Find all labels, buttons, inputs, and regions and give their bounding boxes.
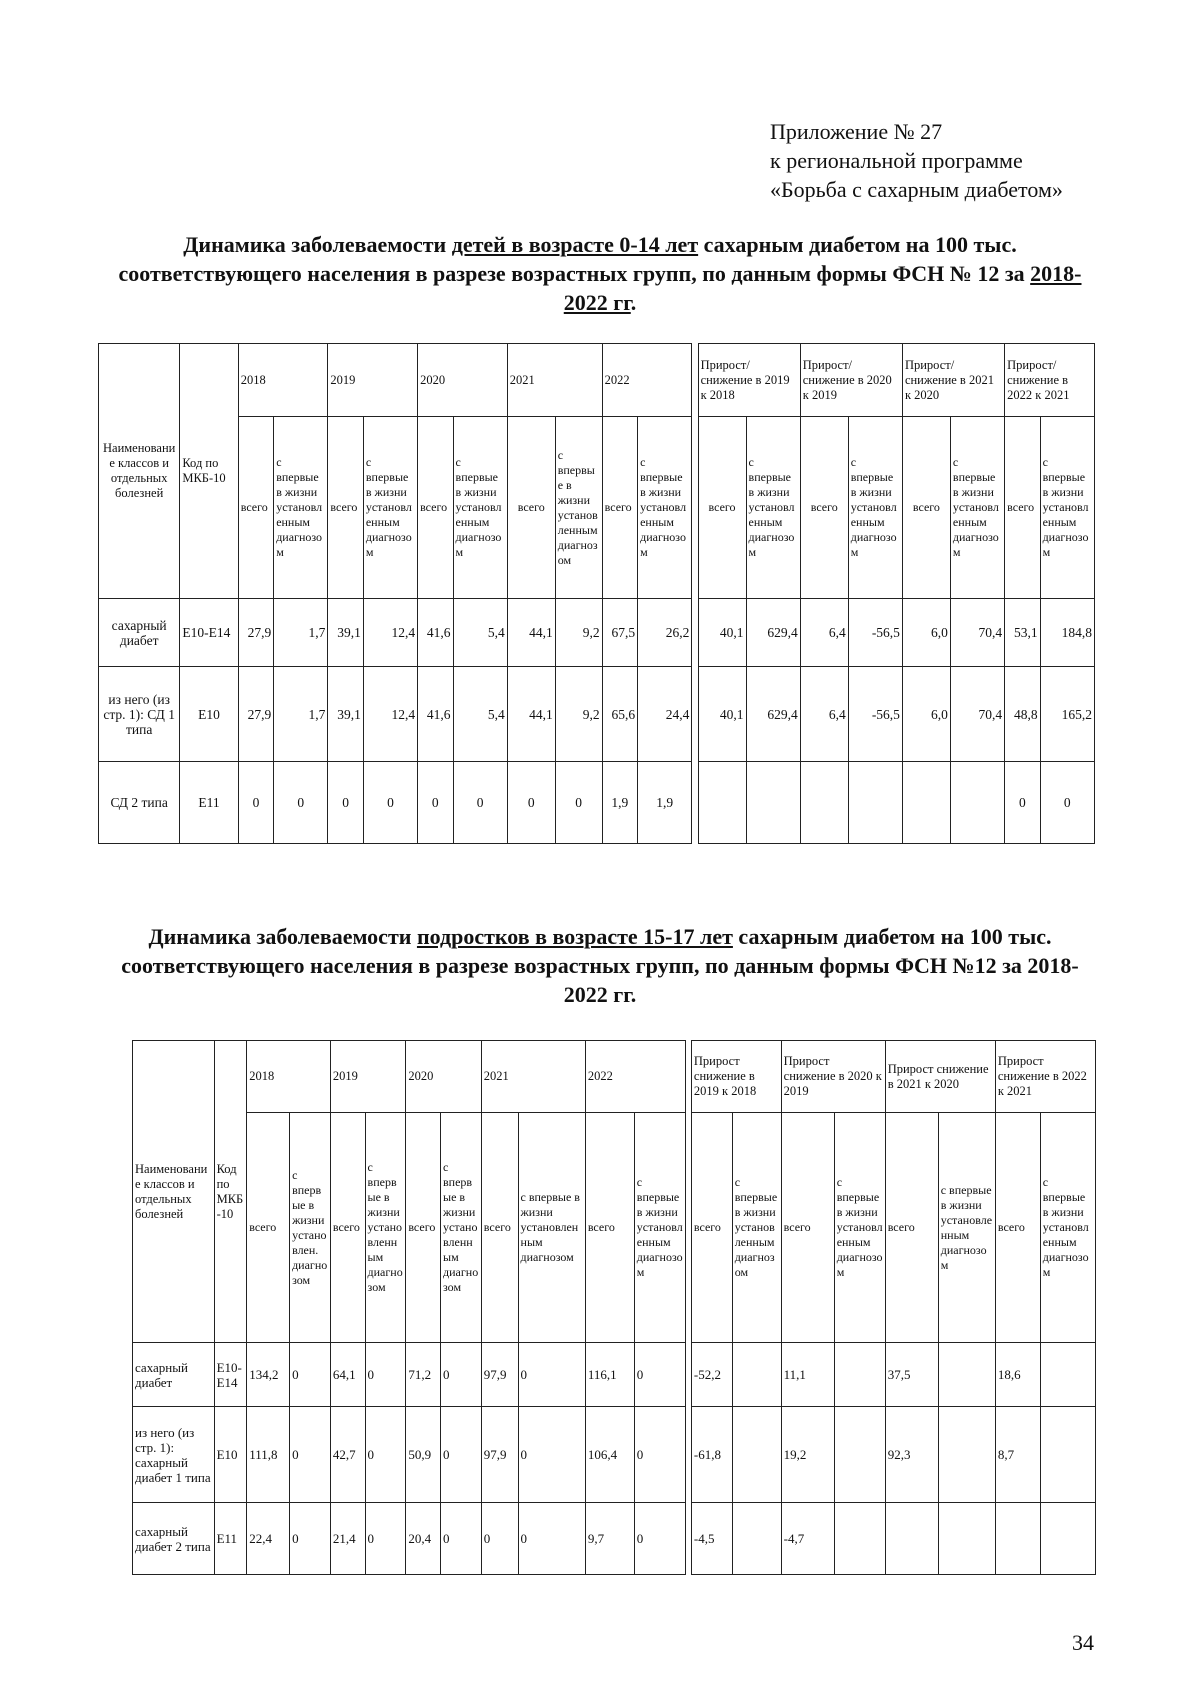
table2-cell: 64,1 <box>330 1343 365 1407</box>
table2-cell: 71,2 <box>406 1343 441 1407</box>
table2-row-type2 <box>133 1503 1096 1575</box>
table2-cell: 0 <box>290 1407 331 1503</box>
table2-sub-new: с впервые в жизни установленным диагнозом <box>441 1113 482 1343</box>
annex-line-3: «Борьба с сахарным диабетом» <box>770 177 1063 202</box>
table2-cell: 0 <box>441 1407 482 1503</box>
table1-cell <box>800 762 848 844</box>
table2-cell: 97,9 <box>481 1407 518 1503</box>
table2-cell: 134,2 <box>247 1343 290 1407</box>
table2-sub-new: с впервые в жизни установленным диагнозом <box>938 1113 995 1343</box>
table2-sub-total: всего <box>995 1113 1040 1343</box>
table2-cell: 0 <box>365 1343 406 1407</box>
table1-cell: 165,2 <box>1040 667 1094 762</box>
table2-sub-new: с впервые в жизни установленным диагнозом <box>834 1113 885 1343</box>
table2-cell <box>995 1503 1040 1575</box>
table1-cell <box>698 762 746 844</box>
table1-cell: 184,8 <box>1040 599 1094 667</box>
table1-sub-total: всего <box>902 417 950 599</box>
table2-cell-name: из него (из стр. 1): сахарный диабет 1 типа <box>133 1407 215 1503</box>
table1-header-code: Код по МКБ-10 <box>180 344 238 599</box>
table1-growth-2021: Прирост/снижение в 2021 к 2020 <box>902 344 1004 417</box>
table2-cell: 8,7 <box>995 1407 1040 1503</box>
table2-sub-total: всего <box>481 1113 518 1343</box>
table2-title <box>110 922 1090 1009</box>
table1-sub-total: всего <box>1005 417 1040 599</box>
table1-sub-total: всего <box>418 417 453 599</box>
table1-cell: 9,2 <box>555 667 602 762</box>
table2-row-type1 <box>133 1407 1096 1503</box>
table1-cell: 6,4 <box>800 599 848 667</box>
table1-cell: 70,4 <box>950 599 1004 667</box>
table1-cell: 0 <box>418 762 453 844</box>
table2-cell <box>732 1407 781 1503</box>
table1-sub-total: всего <box>800 417 848 599</box>
table2-cell <box>938 1407 995 1503</box>
table2-cell: 111,8 <box>247 1407 290 1503</box>
table1-sub-new: с впервые в жизни установленным диагнозом <box>453 417 507 599</box>
table2-sub-new: с впервые в жизни установлен. диагнозом <box>290 1113 331 1343</box>
table1-cell: 53,1 <box>1005 599 1040 667</box>
table2-cell <box>885 1503 938 1575</box>
table2-cell: 37,5 <box>885 1343 938 1407</box>
table2-sub-new: с впервые в жизни установленным диагнозом <box>732 1113 781 1343</box>
table1-row-type1 <box>99 667 1095 762</box>
table1-cell: 24,4 <box>638 667 692 762</box>
table1-cell-name: СД 2 типа <box>99 762 180 844</box>
table1-cell: 48,8 <box>1005 667 1040 762</box>
table1-title-end: . <box>630 290 637 315</box>
table1-cell: 0 <box>1040 762 1094 844</box>
table2-cell: 0 <box>441 1503 482 1575</box>
table1-cell: 12,4 <box>363 667 417 762</box>
table2-sub-total: всего <box>330 1113 365 1343</box>
table1-cell: 1,9 <box>602 762 637 844</box>
table2-cell: -4,7 <box>781 1503 834 1575</box>
table1-sub-total: всего <box>602 417 637 599</box>
table1-sub-new: с впервые в жизни установленным диагнозом <box>950 417 1004 599</box>
table1-header-name: Наименование классов и отдельных болезней <box>99 344 180 599</box>
table1-sub-new: с впервые в жизни установленным диагнозом <box>848 417 902 599</box>
table1-title-part: сахарным диабетом на 100 тыс. соответствующего населения в разрезе возрастных групп, по данным формы ФСН № 12 за <box>118 232 1031 286</box>
table2-cell: 11,1 <box>781 1343 834 1407</box>
table1-year-2018: 2018 <box>238 344 328 417</box>
page-number: 34 <box>1072 1630 1094 1655</box>
table1-cell: -56,5 <box>848 667 902 762</box>
table1-cell-name: из него (из стр. 1): СД 1 типа <box>99 667 180 762</box>
table2-sub-total: всего <box>406 1113 441 1343</box>
table2-cell: 50,9 <box>406 1407 441 1503</box>
table2-growth-2019: Прирост снижение в 2019 к 2018 <box>691 1041 781 1113</box>
table1-growth-2020: Прирост/снижение в 2020 к 2019 <box>800 344 902 417</box>
table2-cell <box>1040 1407 1095 1503</box>
annex-header <box>770 117 1150 204</box>
table1-year-2022: 2022 <box>602 344 692 417</box>
annex-line-1: Приложение № 27 <box>770 119 943 144</box>
table2-cell: 0 <box>518 1343 585 1407</box>
table2-cell: 0 <box>365 1407 406 1503</box>
table1-cell: 6,4 <box>800 667 848 762</box>
table2-sub-new: с впервые в жизни установленным диагнозом <box>634 1113 685 1343</box>
table1-cell: 1,9 <box>638 762 692 844</box>
table1-cell <box>950 762 1004 844</box>
table1-cell: 629,4 <box>746 667 800 762</box>
table2-cell: -61,8 <box>691 1407 732 1503</box>
table2-cell: 22,4 <box>247 1503 290 1575</box>
table1-sub-total: всего <box>507 417 555 599</box>
table2-cell: 21,4 <box>330 1503 365 1575</box>
table2-sub-new: с впервые в жизни установленным диагнозом <box>365 1113 406 1343</box>
table2-growth-2022: Прирост снижение в 2022 к 2021 <box>995 1041 1095 1113</box>
table1-cell: -56,5 <box>848 599 902 667</box>
table1-cell <box>848 762 902 844</box>
table1-cell <box>746 762 800 844</box>
table2-cell: 92,3 <box>885 1407 938 1503</box>
table1-cell: 44,1 <box>507 599 555 667</box>
table2-cell: 106,4 <box>585 1407 634 1503</box>
table1-cell: 1,7 <box>274 599 328 667</box>
table1-sub-new: с впервые в жизни установленным диагнозом <box>1040 417 1094 599</box>
table1-title-underlined: детей в возрасте 0-14 лет <box>451 232 699 257</box>
table2-cell <box>732 1343 781 1407</box>
table1-cell: 70,4 <box>950 667 1004 762</box>
table2-cell <box>834 1407 885 1503</box>
table1-cell: 12,4 <box>363 599 417 667</box>
table2-year-2018: 2018 <box>247 1041 331 1113</box>
table1-sub-new: с впервые в жизни установленным диагнозом <box>555 417 602 599</box>
table2-cell <box>834 1503 885 1575</box>
table1-growth-2019: Прирост/снижение в 2019 к 2018 <box>698 344 800 417</box>
table2-cell: 0 <box>365 1503 406 1575</box>
table1-cell: 0 <box>507 762 555 844</box>
table1-sub-new: с впервые в жизни установленным диагнозом <box>274 417 328 599</box>
table2-cell <box>732 1503 781 1575</box>
table2-year-2020: 2020 <box>406 1041 481 1113</box>
table2-cell: 18,6 <box>995 1343 1040 1407</box>
table2-cell: 0 <box>290 1343 331 1407</box>
table1-cell: 0 <box>453 762 507 844</box>
table1-growth-2022: Прирост/снижение в 2022 к 2021 <box>1005 344 1095 417</box>
table1-cell-code: E10 <box>180 667 238 762</box>
table2-cell: 97,9 <box>481 1343 518 1407</box>
table2-cell: 0 <box>518 1503 585 1575</box>
table2-title-part: сахарным диабетом на 100 тыс. соответствующего населения в разрезе возрастных групп, по данным формы ФСН №12 за 2018-2022 гг. <box>121 924 1079 1007</box>
table1-sub-total: всего <box>698 417 746 599</box>
table2-cell: 116,1 <box>585 1343 634 1407</box>
table2-cell: 0 <box>634 1503 685 1575</box>
table2-sub-total: всего <box>247 1113 290 1343</box>
table1-cell-code: E10-E14 <box>180 599 238 667</box>
table2-sub-new: с впервые в жизни установленным диагнозом <box>1040 1113 1095 1343</box>
table2-cell: -52,2 <box>691 1343 732 1407</box>
table1-cell: 39,1 <box>328 667 363 762</box>
table2-cell: 0 <box>634 1343 685 1407</box>
table1-sub-total: всего <box>328 417 363 599</box>
table2-header-code: Код по МКБ-10 <box>214 1041 247 1343</box>
table1-cell: 67,5 <box>602 599 637 667</box>
table2-sub-total: всего <box>691 1113 732 1343</box>
table1-cell: 39,1 <box>328 599 363 667</box>
table2-year-2022: 2022 <box>585 1041 685 1113</box>
table2-cell: 0 <box>481 1503 518 1575</box>
table1-cell: 40,1 <box>698 599 746 667</box>
table1-cell: 0 <box>555 762 602 844</box>
table2-cell: 0 <box>518 1407 585 1503</box>
table2-year-2021: 2021 <box>481 1041 585 1113</box>
table1-cell: 0 <box>328 762 363 844</box>
table1-year-2020: 2020 <box>418 344 508 417</box>
table2-growth-2020: Прирост снижение в 2020 к 2019 <box>781 1041 885 1113</box>
table2-cell-code: E10 <box>214 1407 247 1503</box>
table1-cell: 1,7 <box>274 667 328 762</box>
table2-cell-name: сахарный диабет 2 типа <box>133 1503 215 1575</box>
table2-cell: 42,7 <box>330 1407 365 1503</box>
table2-cell-code: E11 <box>214 1503 247 1575</box>
table-children-0-14 <box>98 343 1095 844</box>
table1-cell: 41,6 <box>418 667 453 762</box>
table1-cell: 0 <box>238 762 273 844</box>
table1-cell: 27,9 <box>238 599 273 667</box>
table2-year-2019: 2019 <box>330 1041 405 1113</box>
table1-cell: 65,6 <box>602 667 637 762</box>
table1-cell: 41,6 <box>418 599 453 667</box>
table2-cell: -4,5 <box>691 1503 732 1575</box>
table2-header-name: Наименование классов и отдельных болезней <box>133 1041 215 1343</box>
table1-cell: 9,2 <box>555 599 602 667</box>
table2-sub-new: с впервые в жизни установленным диагнозом <box>518 1113 585 1343</box>
table2-growth-2021: Прирост снижение в 2021 к 2020 <box>885 1041 995 1113</box>
table1-sub-new: с впервые в жизни установленным диагнозом <box>746 417 800 599</box>
table1-cell: 44,1 <box>507 667 555 762</box>
table2-sub-total: всего <box>781 1113 834 1343</box>
table2-title-part: Динамика заболеваемости <box>148 924 417 949</box>
table1-title-underlined-years: 2018-2022 гг <box>563 261 1082 315</box>
table1-row-type2 <box>99 762 1095 844</box>
table1-cell: 5,4 <box>453 599 507 667</box>
table1-cell: 0 <box>274 762 328 844</box>
table2-cell <box>1040 1503 1095 1575</box>
table1-cell: 5,4 <box>453 667 507 762</box>
table2-cell: 0 <box>441 1343 482 1407</box>
table1-cell: 0 <box>363 762 417 844</box>
table1-title-part: Динамика заболеваемости <box>183 232 452 257</box>
annex-line-2: к региональной программе <box>770 148 1023 173</box>
table1-cell: 629,4 <box>746 599 800 667</box>
table1-row-diabetes <box>99 599 1095 667</box>
table2-cell: 0 <box>634 1407 685 1503</box>
table2-cell <box>1040 1343 1095 1407</box>
table1-cell <box>902 762 950 844</box>
table2-cell: 0 <box>290 1503 331 1575</box>
table1-cell: 0 <box>1005 762 1040 844</box>
table2-cell: 19,2 <box>781 1407 834 1503</box>
table2-title-underlined: подростков в возрасте 15-17 лет <box>416 924 733 949</box>
table2-row-diabetes <box>133 1343 1096 1407</box>
table2-cell: 9,7 <box>585 1503 634 1575</box>
table1-cell: 6,0 <box>902 667 950 762</box>
table2-cell <box>938 1503 995 1575</box>
table1-year-2021: 2021 <box>507 344 602 417</box>
table-teens-15-17 <box>132 1040 1096 1575</box>
table1-title <box>110 230 1090 317</box>
table1-sub-total: всего <box>238 417 273 599</box>
table1-cell: 26,2 <box>638 599 692 667</box>
table1-cell-code: E11 <box>180 762 238 844</box>
table2-cell: 20,4 <box>406 1503 441 1575</box>
table1-cell: 6,0 <box>902 599 950 667</box>
table1-sub-new: с впервые в жизни установленным диагнозом <box>638 417 692 599</box>
table2-sub-total: всего <box>585 1113 634 1343</box>
table1-year-2019: 2019 <box>328 344 418 417</box>
table2-cell-name: сахарный диабет <box>133 1343 215 1407</box>
table2-cell <box>938 1343 995 1407</box>
table2-cell <box>834 1343 885 1407</box>
table1-cell: 40,1 <box>698 667 746 762</box>
table1-sub-new: с впервые в жизни установленным диагнозом <box>363 417 417 599</box>
table1-cell: 27,9 <box>238 667 273 762</box>
table2-cell-code: E10-E14 <box>214 1343 247 1407</box>
table2-sub-total: всего <box>885 1113 938 1343</box>
table1-cell-name: сахарный диабет <box>99 599 180 667</box>
